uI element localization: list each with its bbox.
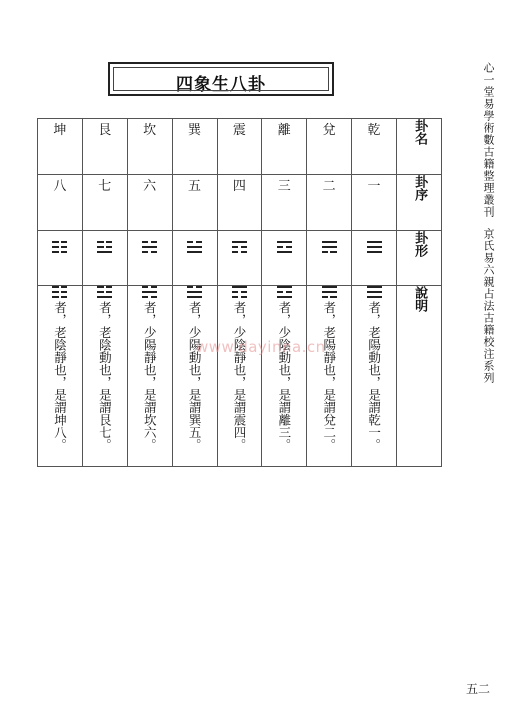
description-text: 者，少陽靜也，是謂坎六。 xyxy=(142,301,158,451)
cell-trigram-description xyxy=(307,286,352,467)
title-box xyxy=(108,62,334,96)
cell-trigram-order: 三 xyxy=(262,175,307,231)
trigram-兌-icon xyxy=(322,241,337,256)
cell-trigram-name: 坎 xyxy=(127,119,172,175)
cell-trigram-description xyxy=(82,286,127,467)
description-text: 者，少陽動也，是謂巽五。 xyxy=(187,301,203,451)
trigram-離-icon xyxy=(277,286,292,299)
trigram-坎-icon xyxy=(142,286,157,299)
row-label-text: 說明 xyxy=(412,286,428,312)
row-label-order xyxy=(397,175,442,231)
row-label-text: 卦形 xyxy=(412,231,428,257)
trigram-離-icon xyxy=(277,241,292,256)
description-text: 者，老陰靜也，是謂坤八。 xyxy=(52,301,68,451)
cell-trigram-name: 震 xyxy=(217,119,262,175)
row-label-text: 卦名 xyxy=(412,119,428,145)
description-text: 者，老陽動也，是謂乾一。 xyxy=(366,301,382,451)
cell-trigram-description xyxy=(217,286,262,467)
trigram-table xyxy=(37,118,442,467)
trigram-坤-icon xyxy=(52,241,67,256)
cell-trigram-description xyxy=(352,286,397,467)
page-title: 四象生八卦 xyxy=(176,75,266,95)
trigram-巽-icon xyxy=(187,286,202,299)
row-trigram-order xyxy=(38,175,442,231)
page-number: 五二 xyxy=(466,682,491,696)
cell-trigram-shape xyxy=(82,231,127,286)
description-text: 者，老陰動也，是謂艮七。 xyxy=(97,301,113,451)
cell-trigram-order: 二 xyxy=(307,175,352,231)
cell-trigram-shape xyxy=(352,231,397,286)
cell-trigram-shape xyxy=(262,231,307,286)
cell-trigram-order: 七 xyxy=(82,175,127,231)
trigram-震-icon xyxy=(232,286,247,299)
series-sidebar xyxy=(474,62,494,384)
trigram-乾-icon xyxy=(367,241,382,256)
trigram-乾-icon xyxy=(367,286,382,299)
cell-trigram-order: 六 xyxy=(127,175,172,231)
cell-trigram-order: 五 xyxy=(172,175,217,231)
cell-trigram-order: 一 xyxy=(352,175,397,231)
trigram-坎-icon xyxy=(142,241,157,256)
cell-trigram-description xyxy=(172,286,217,467)
cell-trigram-name: 離 xyxy=(262,119,307,175)
row-label-name xyxy=(397,119,442,175)
trigram-艮-icon xyxy=(97,286,112,299)
cell-trigram-shape xyxy=(38,231,83,286)
cell-trigram-shape xyxy=(127,231,172,286)
volume-title: 京氏易六親占法古籍校注系列 xyxy=(482,228,495,384)
trigram-巽-icon xyxy=(187,241,202,256)
description-text: 者，少陰動也，是謂離三。 xyxy=(276,301,292,451)
cell-trigram-name: 乾 xyxy=(352,119,397,175)
cell-trigram-name: 艮 xyxy=(82,119,127,175)
series-title: 心一堂易學術數古籍整理叢刊 xyxy=(482,62,495,218)
cell-trigram-shape xyxy=(172,231,217,286)
row-label-shape xyxy=(397,231,442,286)
watermark: www.dayinna.cn xyxy=(196,338,326,356)
cell-trigram-description xyxy=(262,286,307,467)
row-trigram-shape xyxy=(38,231,442,286)
cell-trigram-description xyxy=(38,286,83,467)
row-trigram-description xyxy=(38,286,442,467)
cell-trigram-name: 坤 xyxy=(38,119,83,175)
trigram-艮-icon xyxy=(97,241,112,256)
row-label-desc xyxy=(397,286,442,467)
cell-trigram-shape xyxy=(217,231,262,286)
trigram-坤-icon xyxy=(52,286,67,299)
trigram-震-icon xyxy=(232,241,247,256)
row-trigram-name xyxy=(38,119,442,175)
row-label-text: 卦序 xyxy=(412,175,428,201)
cell-trigram-description xyxy=(127,286,172,467)
cell-trigram-shape xyxy=(307,231,352,286)
description-text: 者，少陰靜也，是謂震四。 xyxy=(232,301,247,451)
description-text: 者，老陽靜也，是謂兌二。 xyxy=(321,301,337,451)
cell-trigram-order: 八 xyxy=(38,175,83,231)
trigram-兌-icon xyxy=(322,286,337,299)
cell-trigram-name: 兌 xyxy=(307,119,352,175)
cell-trigram-name: 巽 xyxy=(172,119,217,175)
cell-trigram-order: 四 xyxy=(217,175,262,231)
